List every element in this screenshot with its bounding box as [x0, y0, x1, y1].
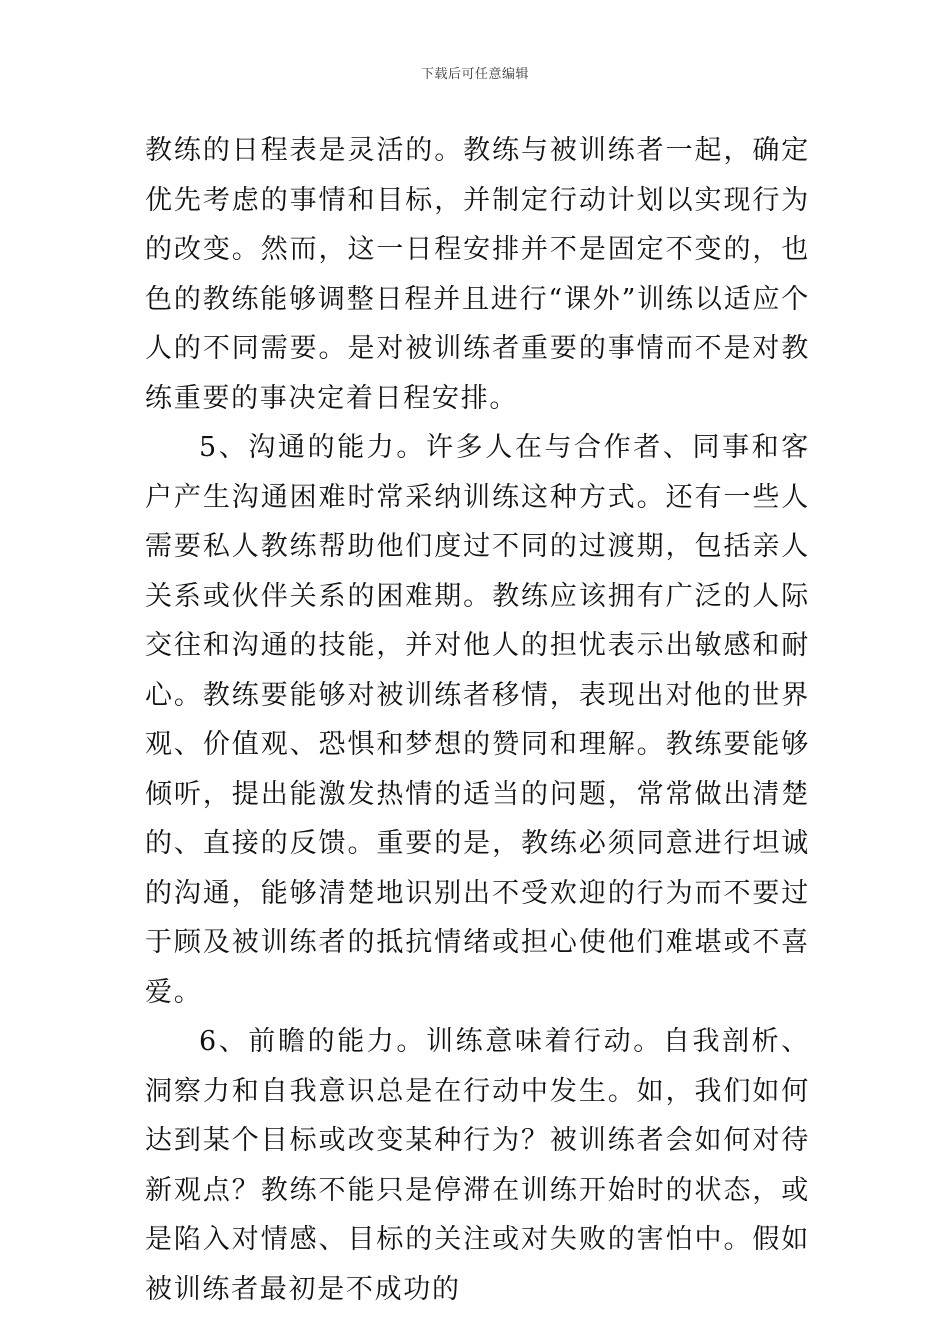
paragraph-communication-ability: 5、沟通的能力。许多人在与合作者、同事和客户产生沟通困难时常采纳训练这种方式。还有一些人需要私人教练帮助他们度过不同的过渡期，包括亲人关系或伙伴关系的困难期。教练应该拥有广泛的人际交往和沟通的技能，并对他人的担忧表示出敏感和耐心。教练要能够对被训练者移情，表现出对他的世界观、价值观、恐惧和梦想的赞同和理解。教练要能够倾听，提出能激发热情的适当的问题，常常做出清楚的、直接的反馈。重要的是，教练必须同意进行坦诚的沟通，能够清楚地识别出不受欢迎的行为而不要过于顾及被训练者的抵抗情绪或担心使他们难堪或不喜爱。: [145, 432, 810, 1008]
paragraph-continuation: 教练的日程表是灵活的。教练与被训练者一起，确定优先考虑的事情和目标，并制定行动计划以实现行为的改变。然而，这一日程安排并不是固定不变的，也色的教练能够调整日程并且进行“课外”训练以适应个人的不同需要。是对被训练者重要的事情而不是对教练重要的事决定着日程安排。: [145, 135, 810, 414]
page-header: 下载后可任意编辑: [420, 67, 529, 82]
paragraph-foresight-ability: 6、前瞻的能力。训练意味着行动。自我剖析、洞察力和自我意识总是在行动中发生。如，我们如何达到某个目标或改变某种行为？被训练者会如何对待新观点？教练不能只是停滞在训练开始时的状态，或是陷入对情感、目标的关注或对失败的害怕中。假如被训练者最初是不成功的: [145, 1026, 810, 1305]
document-body: [145, 126, 810, 1314]
